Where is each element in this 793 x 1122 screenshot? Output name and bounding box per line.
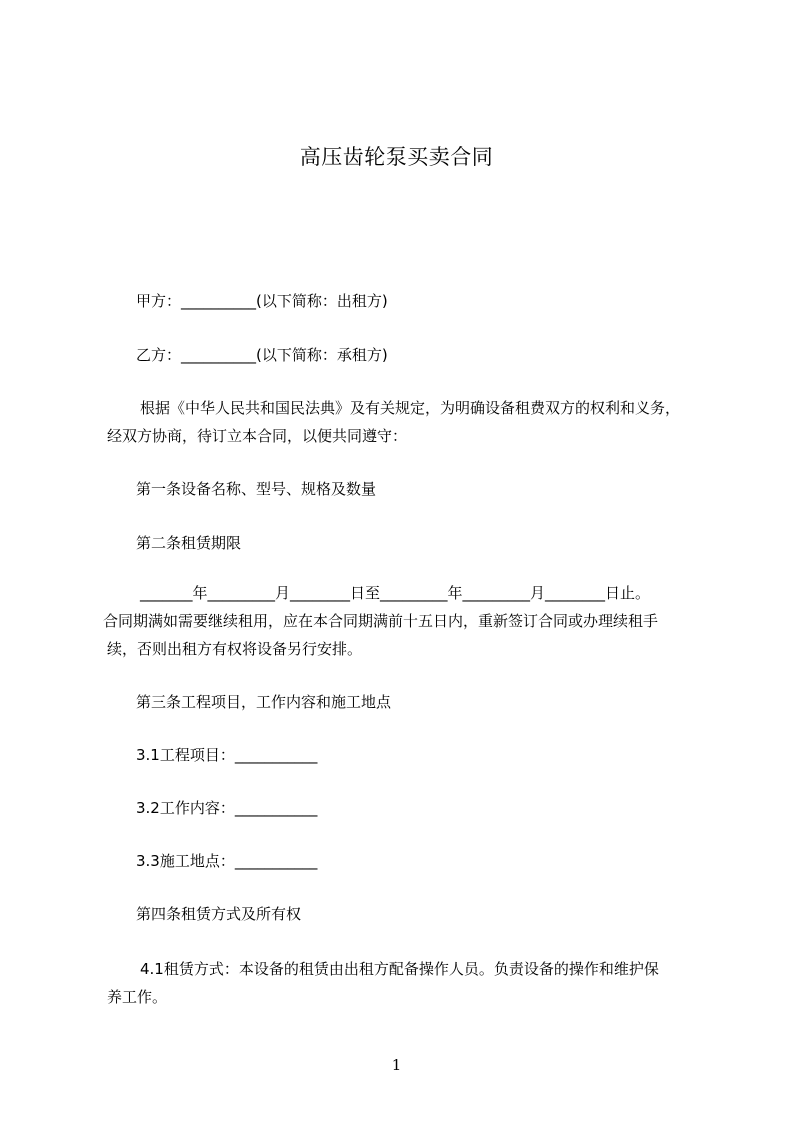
clause-4-1-line-2: 养工作。 <box>107 988 168 1006</box>
clause-4-1-line-1: 4.1租赁方式：本设备的租赁由出租方配备操作人员。负责设备的操作和维护保 <box>140 960 659 978</box>
document-title: 高压齿轮泵买卖合同 <box>299 145 494 169</box>
lease-period-line: _______年_________月________日至_________年_________月________日止。 <box>140 584 651 602</box>
clause-3-2: 3.2工作内容：___________ <box>136 799 318 817</box>
article-1-heading: 第一条设备名称、型号、规格及数量 <box>136 480 377 498</box>
renewal-line-1: 合同期满如需要继续租用，应在本合同期满前十五日内，重新签订合同或办理续租手 <box>103 612 659 630</box>
preamble-line-1: 根据《中华人民共和国民法典》及有关规定，为明确设备租费双方的权利和义务， <box>140 399 681 417</box>
article-4-heading: 第四条租赁方式及所有权 <box>136 905 302 923</box>
article-3-heading: 第三条工程项目，工作内容和施工地点 <box>136 693 392 711</box>
article-2-heading: 第二条租赁期限 <box>136 534 242 552</box>
renewal-line-2: 续，否则出租方有权将设备另行安排。 <box>107 640 363 658</box>
page-number: 1 <box>391 1056 402 1074</box>
clause-3-3: 3.3施工地点：___________ <box>136 852 318 870</box>
clause-3-1: 3.1工程项目：___________ <box>136 746 318 764</box>
preamble-line-2: 经双方协商，待订立本合同，以便共同遵守： <box>107 427 408 445</box>
party-a-line: 甲方：__________(以下简称：出租方) <box>136 292 388 310</box>
party-b-line: 乙方：__________(以下简称：承租方) <box>136 346 388 364</box>
